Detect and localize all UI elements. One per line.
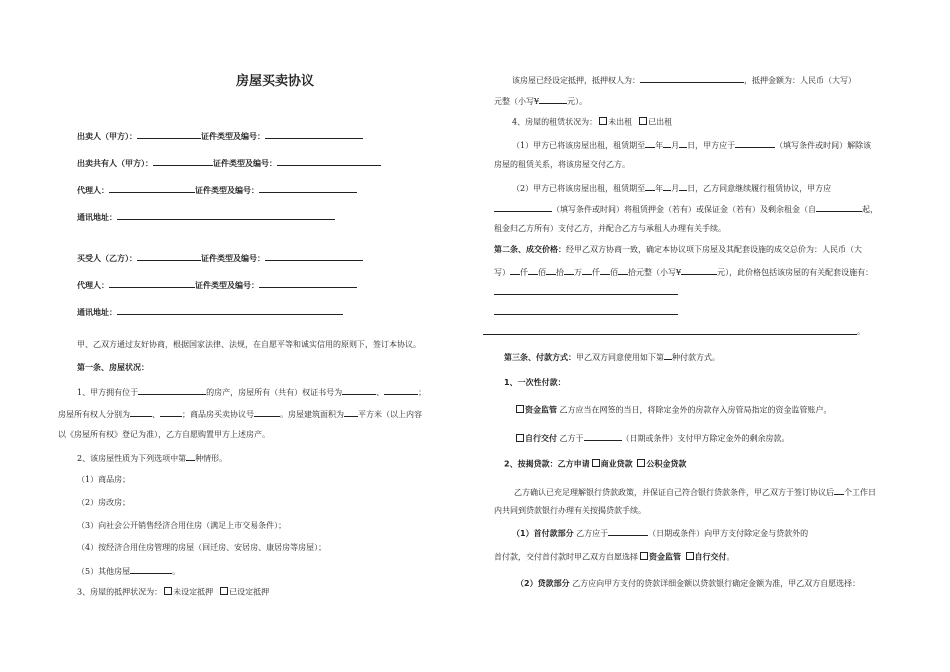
owners-line: 房屋所有权人分别为 、 ；商品房买卖协议号 。房屋建筑面积为 平方米（以上内容 (58, 410, 422, 419)
option-2: （2）房改房； (77, 498, 131, 507)
rent-from-blank[interactable] (816, 203, 862, 212)
lease-year-blank-2[interactable] (645, 182, 655, 191)
workdays-blank[interactable] (834, 486, 844, 495)
contract-no-blank[interactable] (254, 408, 280, 417)
seller-agent-id-blank[interactable] (259, 184, 357, 193)
option-1: （1）商品房； (77, 475, 131, 484)
terminate-condition-blank[interactable] (735, 139, 775, 148)
price-bai2-blank[interactable] (600, 266, 610, 275)
mortgage-amount-line: 元整（小写¥ 元）。 (494, 97, 588, 106)
down-payment-line-2: 首付款，交付首付款时甲乙双方自愿选择 资金监管 自行交付。 (494, 552, 735, 562)
fund-supervision-line: 资金监管 乙方应当在网签的当日，将除定金外的房款存入房管局指定的资金监管账户。 (514, 405, 832, 416)
leased-checkbox[interactable] (639, 117, 647, 125)
article2-title: 第二条、成交价格： (494, 245, 566, 254)
fund-supervision-checkbox[interactable] (516, 405, 524, 413)
loan-confirm-line: 乙方确认已充足理解银行贷款政策，并保证自己符合银行贷款条件，甲乙双方于签订协议后 个工作日 (514, 488, 876, 497)
mortgage-loan-line: 2、按揭贷款：乙方申请 商业贷款 公积金贷款 (504, 459, 687, 469)
down-payment-line: （1）首付款部分 乙方应于 （日期或条件）向甲方支付除定金与贷款外的 (512, 529, 809, 538)
co-seller-row: 出卖共有人（甲方）： 证件类型及编号： (77, 157, 381, 169)
option-3: （3）向社会公开销售经济合用住房（满足上市交易条件）； (77, 521, 287, 530)
buyer-agent-id-blank[interactable] (259, 279, 357, 288)
mortgaged-checkbox[interactable] (220, 587, 228, 595)
lease-day-blank-2[interactable] (679, 182, 687, 191)
price-line: 写） 仟 佰 拾 万 仟 佰 拾元整（小写¥ 元），此价格包括该房屋的有关配套设施有： (494, 268, 874, 277)
not-leased-checkbox[interactable] (599, 117, 607, 125)
other-type-blank[interactable] (130, 565, 172, 574)
buyer-id-blank[interactable] (265, 252, 363, 261)
document-title: 房屋买卖协议 (236, 74, 315, 89)
facilities-period: 。 (857, 327, 865, 336)
lease-case-1-line-2: 房屋的租赁关系，将该房屋交付乙方。 (494, 160, 630, 169)
mortgagee-blank[interactable] (640, 74, 744, 83)
lease-case-2-line-3: 租金归乙方所有）支付乙方，并配合乙方与承租人办理有关手续。 (494, 224, 726, 233)
buyer-agent-blank[interactable] (109, 279, 195, 288)
down-supervision-checkbox[interactable] (640, 552, 648, 560)
self-pay-checkbox[interactable] (516, 434, 524, 442)
provident-fund-checkbox[interactable] (637, 459, 645, 467)
price-small-blank[interactable] (681, 266, 717, 275)
location-blank[interactable] (138, 386, 206, 395)
article3-line: 第三条、付款方式：甲乙双方同意使用如下第 种付款方式。 (504, 353, 720, 362)
lease-day-blank-1[interactable] (679, 139, 687, 148)
price-qian-blank[interactable] (510, 266, 520, 275)
seller-address-blank[interactable] (117, 211, 335, 220)
intro-paragraph: 甲、乙双方通过友好协商，根据国家法律、法规，在自愿平等和诚实信用的原则下，签订本协议。 (77, 340, 421, 349)
buyer-blank[interactable] (137, 252, 201, 261)
option-4: （4）按经济合用住房管理的房屋（回迁房、安居房、康居房等房屋）； (77, 543, 327, 552)
seller-agent-row: 代理人： 证件类型及编号： (77, 184, 357, 196)
owner-blank-2[interactable] (160, 408, 182, 417)
option-5: （5）其他房屋 。 (77, 567, 181, 576)
article2-line: 第二条、成交价格：经甲乙双方协商一致，确定本协议项下房屋及其配套设施的成交总价为：人民币（大 (494, 245, 862, 254)
lease-month-blank-2[interactable] (663, 182, 671, 191)
co-seller-blank[interactable] (153, 157, 213, 166)
mortgage-amount-blank[interactable] (539, 95, 567, 104)
commercial-loan-checkbox[interactable] (592, 459, 600, 467)
self-pay-line: 自行交付 乙方于 （日期或条件）支付甲方除定金外的剩余房款。 (514, 432, 790, 444)
payment-choice-blank[interactable] (664, 351, 672, 360)
deposit-condition-blank[interactable] (494, 203, 552, 212)
owner-blank-1[interactable] (130, 408, 152, 417)
seller-address-row: 通讯地址： (77, 211, 335, 223)
buyer-address-row: 通讯地址： (77, 306, 343, 318)
seller-id-blank[interactable] (265, 130, 363, 139)
no-mortgage-checkbox[interactable] (164, 587, 172, 595)
buyer-address-blank[interactable] (117, 306, 343, 315)
facilities-blank-line-1[interactable] (494, 294, 678, 295)
article1-title: 第一条、房屋状况： (77, 363, 149, 372)
facilities-blank-line-2[interactable] (494, 314, 678, 315)
nature-choice-blank[interactable] (186, 452, 195, 461)
price-shi-blank[interactable] (546, 266, 556, 275)
co-seller-id-blank[interactable] (277, 157, 381, 166)
price-wan-blank[interactable] (564, 266, 574, 275)
mortgagee-line: 该房屋已经设定抵押，抵押权人为： ，抵押金额为：人民币（大写） (512, 76, 856, 85)
property-nature-line: 2、该房屋性质为下列选项中第 种情形。 (77, 454, 228, 463)
lease-month-blank-1[interactable] (663, 139, 671, 148)
article3-title: 第三条、付款方式： (504, 353, 576, 362)
property-location-line: 1、甲方拥有位于 的房产，房屋所有（共有）权证书号为 、 ； (77, 388, 427, 397)
down-payment-date-blank[interactable] (608, 527, 648, 536)
seller-row: 出卖人（甲方）： 证件类型及编号： (77, 130, 363, 142)
buyer-row: 买受人（乙方）： 证件类型及编号： (77, 252, 363, 264)
down-self-pay-checkbox[interactable] (686, 552, 694, 560)
cert-no-blank-1[interactable] (342, 386, 376, 395)
mortgage-status-line: 3、房屋的抵押状况为： 未设定抵押 已设定抵押 (77, 587, 270, 597)
price-qian2-blank[interactable] (582, 266, 592, 275)
lease-case-1-line: （1）甲方已将该房屋出租，租赁期至 年 月 日，甲方应于 （填写条件或时间）解除该 (512, 141, 872, 150)
self-pay-date-blank[interactable] (584, 432, 622, 441)
seller-agent-blank[interactable] (109, 184, 195, 193)
area-blank[interactable] (344, 408, 358, 417)
lease-status-line: 4、房屋的租赁状况为： 未出租 已出租 (512, 117, 673, 127)
price-shi2-blank[interactable] (618, 266, 628, 275)
buyer-agent-row: 代理人： 证件类型及编号： (77, 279, 357, 291)
loan-part-line: （2）贷款部分 乙方应向甲方支付的贷款详细金额以贷款银行确定金额为准，甲乙双方自愿选择： (516, 579, 861, 588)
loan-confirm-line-2: 内共同到贷款银行办理有关按揭贷款手续。 (494, 506, 646, 515)
registration-note: 以《房屋所有权》登记为准），乙方自愿购置甲方上述房产。 (58, 430, 270, 439)
cert-no-blank-2[interactable] (384, 386, 418, 395)
lease-year-blank-1[interactable] (645, 139, 655, 148)
lump-sum-title: 1、一次性付款： (504, 378, 566, 387)
lease-case-2-line-2: （填写条件或时间）将租赁押金（若有）或保证金（若有）及剩余租金（自 起， (494, 203, 878, 215)
price-bai-blank[interactable] (528, 266, 538, 275)
facilities-blank-line-3[interactable] (483, 334, 857, 335)
seller-blank[interactable] (137, 130, 201, 139)
lease-case-2-line: （2）甲方已将该房屋出租，租赁期至 年 月 日，乙方同意继续履行租赁协议，甲方应 (512, 184, 832, 193)
